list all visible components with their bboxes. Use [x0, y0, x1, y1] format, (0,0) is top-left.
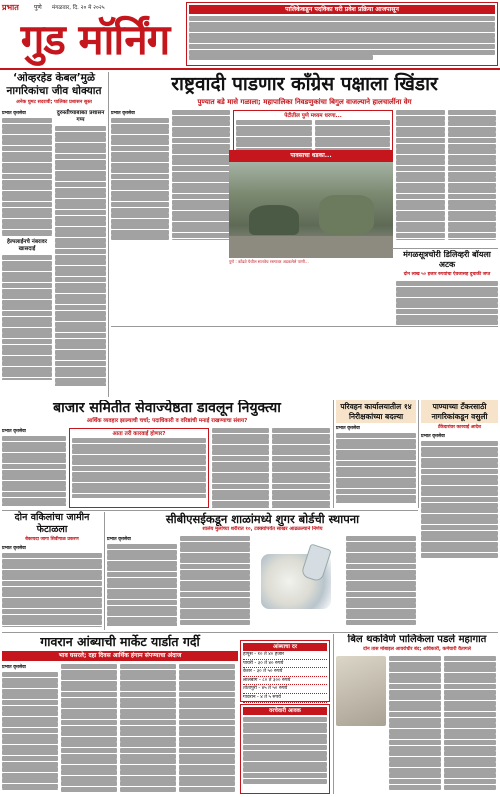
cbse-byline: प्रभात वृत्तसेवा — [107, 537, 131, 542]
photo-credit: पुणे : कोंढवे येथील सातवेच रस्त्यावर अडकलेले पाणी... — [229, 259, 309, 264]
bill-body-1 — [389, 656, 441, 790]
mango-rate-row: केशर - ३० ते ५० रुपये — [243, 668, 327, 677]
lead-inset-title: पेटीतील पुणे मध्यम धरणा... — [284, 113, 342, 119]
left-body-3 — [2, 255, 52, 380]
edition-city: पुणे — [34, 4, 42, 11]
bazar-body-3 — [272, 428, 330, 508]
masthead — [0, 0, 500, 70]
photo-caption: पावसाचा धडका... — [229, 150, 393, 162]
bazar-subhead: आर्थिक व्यवहार झाल्याची चर्चा; पदाधिकारी व वरिष्ठांची मनाई राखण्याचा संशय? — [86, 418, 248, 424]
mango-rate-box — [240, 640, 330, 702]
bill-subhead: दोन तास मोबाइल आवरोधीर बंद; अधिकारी, कर्मचारी वैतागले — [363, 647, 471, 652]
mango-rate-list — [243, 651, 327, 703]
lead-body-2 — [172, 110, 230, 240]
left-subhead: अनेक घुमट सदरावी; पालिका प्रशासन सुस्त — [16, 100, 92, 105]
bill-story — [336, 634, 498, 794]
gavran-body-1 — [2, 672, 58, 790]
tanker-subhead: टँकेदारांवर कारवाई आदेश — [437, 425, 482, 430]
lead-body-4 — [448, 110, 497, 240]
cbse-subhead: शालेय मुलांच्या शरीरात १०, टक्क्यांपर्यंत साखर आढळल्याने निर्णय — [202, 526, 323, 532]
mangal-headline: मंगळसूत्रचोरी डिलिव्हरी बॉयला अटक — [403, 250, 491, 269]
top-news-heading: पालिकेकडून पदविका घरी प्रवेश प्रक्रिया आजपासून — [189, 5, 495, 14]
bazar-headline: बाजार समितीत सेवाज्येष्ठता डावलून नियुक्त्या — [53, 400, 281, 416]
lead-body-3 — [396, 110, 445, 240]
gavran-body-2 — [61, 664, 117, 792]
gavran-subhead: भाव घसरले; दहा दिवस आर्थिक हंगाम संपण्याचा अंदाज — [2, 651, 238, 661]
mangal — [396, 250, 498, 326]
byline: प्रभात वृत्तसेवा — [2, 111, 26, 116]
sugar-image — [253, 536, 343, 628]
left-headline: ‘ओव्हरहेड केबल’मुळे नागरिकांचा जीव धोक्यात — [6, 72, 102, 97]
lead-body-1 — [111, 118, 169, 240]
cbse-headline: सीबीएसईकडून शाळांमध्ये शुगर बोर्डची स्थापना — [165, 512, 360, 526]
mango-rate-row: पायरी - ३० ते ४० रुपये — [243, 660, 327, 669]
mango-rate-title: आंब्याचा दर — [243, 643, 327, 651]
mangal-subhead: दोन लाख ५० हजार रुपयांचा ऐवजासह दुचाकी जप्त — [403, 272, 491, 277]
left-col-head: दुरुस्तीच्याबाबत प्रशासन गप्प — [56, 110, 105, 123]
mango-rate-row: हापूस - १० ते ४० हजार — [243, 651, 327, 660]
parivahan-story — [336, 400, 416, 508]
tanker-body — [421, 441, 498, 559]
donv-body — [2, 553, 102, 627]
gavran-body-3 — [120, 664, 176, 792]
bazar-story — [2, 400, 332, 508]
left-body-1 — [2, 118, 52, 236]
arrival-box — [240, 704, 330, 794]
lead-subhead: पुण्यात बडे मासे गळाला; महापालिका निवडणुकांचा बिगुल वाजल्याने हालचालींना वेग — [197, 98, 412, 106]
donv-sub: बेकायदा जागा शिवीगाळ प्रकरण — [25, 537, 79, 542]
arrival-title: वरचेवारी आवक — [243, 707, 327, 715]
bazar-quote-head: आता तरी कारवाई होणार? — [112, 431, 166, 437]
bazar-body-1 — [2, 436, 66, 506]
parivahan-byline: प्रभात वृत्तसेवा — [336, 426, 360, 431]
donv-byline: प्रभात वृत्तसेवा — [2, 546, 26, 551]
parivahan-body — [336, 433, 416, 503]
arrival-body — [243, 717, 327, 787]
gavran-body-4 — [179, 664, 235, 792]
gavran-story — [2, 634, 238, 794]
mango-rate-row: लालबाग - ८० ते ३०० रुपये — [243, 677, 327, 686]
mango-rate-row: गावरान - ४ ते ५ रुपये — [243, 694, 327, 703]
top-news-box — [186, 2, 498, 66]
lead-headline: राष्ट्रवादी पाडणार काँग्रेस पक्षाला खिंडार — [171, 73, 438, 95]
mango-rate-row: तोतापुरी - ४५ ते ५० रुपये — [243, 685, 327, 694]
bazar-byline: प्रभात वृत्तसेवा — [2, 429, 26, 434]
parivahan-headline: परिवहन कार्यालयातील १४ निरीक्षकांच्या बदल्या — [336, 400, 416, 423]
top-news-body — [189, 16, 495, 64]
bill-body-2 — [444, 656, 496, 790]
donv-headline: दोन वकिलांचा जामीन फेटाळला — [14, 512, 90, 535]
cbse-story — [107, 512, 418, 630]
paper-title: गुड मॉर्निंग — [20, 15, 170, 64]
cbse-body-1 — [107, 544, 177, 626]
bazar-body-2 — [212, 428, 269, 508]
bazar-quote-body — [72, 438, 206, 498]
dateline: मंगळवार, दि. २० मे २०२५ — [52, 5, 105, 11]
tanker-story — [421, 400, 498, 560]
tanker-headline: पाण्याच्या टँकरसाठी नागरिकांकडून वसुली — [421, 400, 498, 423]
donv-story — [2, 512, 102, 630]
bill-image — [336, 656, 386, 726]
cbse-body-2 — [180, 536, 250, 628]
news-photo — [229, 150, 393, 258]
left-body-2 — [55, 126, 106, 386]
tanker-byline: प्रभात वृत्तसेवा — [421, 434, 445, 439]
paper-logo: प्रभात — [2, 3, 19, 12]
left-strap: हेल्पलाईनचे नंबरावर खासदाई — [7, 239, 47, 252]
left-story — [2, 72, 106, 397]
lead-byline: प्रभात वृत्तसेवा — [111, 111, 135, 116]
cbse-body-3 — [346, 536, 416, 628]
gavran-byline: प्रभात वृत्तसेवा — [2, 665, 26, 670]
gavran-headline: गावरान आंब्याची मार्केट यार्डात गर्दी — [40, 634, 200, 649]
mangal-body — [396, 281, 498, 325]
bill-headline: बिल थकविणे पालिकेला पडले महागात — [347, 634, 487, 645]
